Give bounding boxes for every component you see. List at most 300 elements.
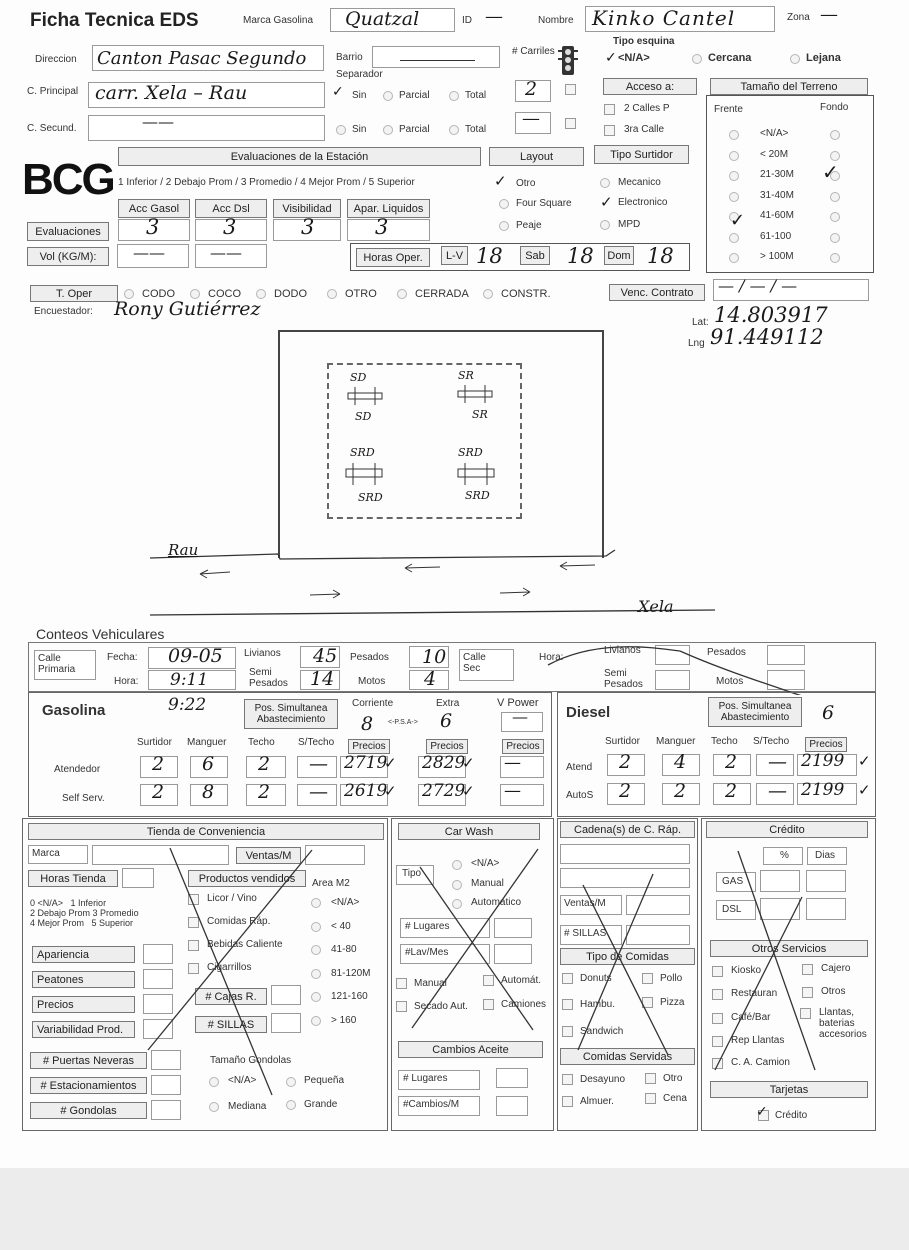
livianos-value: 45: [313, 645, 338, 667]
credito-chk-label: Crédito: [775, 1110, 808, 1121]
t-oper-button[interactable]: T. Oper: [30, 285, 118, 302]
motos-label: Motos: [358, 676, 386, 687]
lng-label: Lng: [688, 338, 705, 349]
gondola-mediana-radio[interactable]: [209, 1102, 219, 1112]
area-option: 81-120M: [331, 967, 371, 979]
diesel-cell: 2: [674, 780, 687, 802]
gasolina-cell: —: [504, 753, 521, 773]
gasolina-precio-header: Precios: [348, 739, 390, 754]
otro-comida-label: Otro: [663, 1073, 683, 1084]
vol-button[interactable]: Vol (KG/M):: [27, 247, 109, 266]
separador-label: Separador: [336, 69, 383, 80]
pizza-label: Pizza: [660, 997, 685, 1008]
layout-otro: Otro: [516, 178, 536, 189]
eval-col-value: 3: [375, 215, 389, 239]
carwash-automat-label: Automát.: [501, 975, 542, 986]
area-option: 121-160: [331, 991, 368, 1002]
diesel-cell: 2: [725, 751, 738, 773]
pump-island-3-icon: [343, 461, 385, 487]
island-1-top: SD: [350, 371, 367, 384]
eval-col-value: 3: [223, 215, 237, 239]
principal-value: carr. Xela – Rau: [95, 82, 248, 104]
carwash-header: Car Wash: [398, 823, 540, 840]
secundaria-value: ——: [142, 112, 174, 131]
tipo-esquina-label: Tipo esquina: [613, 36, 675, 47]
sin-radio-2[interactable]: [336, 125, 346, 135]
gasolina-cell: 8: [202, 781, 215, 803]
calle-sec-label: Calle Sec: [463, 652, 486, 674]
sab-value: 18: [567, 244, 594, 268]
gondolas-field[interactable]: [151, 1100, 181, 1120]
credito-header: Crédito: [706, 821, 868, 838]
gasolina-cell: —: [504, 781, 521, 801]
cadena-sillas-label: # SILLAS: [564, 928, 607, 939]
parcial-label-2: Parcial: [399, 124, 430, 135]
gasolina-col-header: Techo: [248, 737, 275, 748]
dos-calles-label: 2 Calles P: [624, 103, 670, 114]
gasolina-cell: 2729: [422, 781, 466, 801]
diesel-col-header: S/Techo: [753, 736, 790, 747]
lng-value: 91.449112: [710, 325, 824, 349]
t-oper-radio[interactable]: [327, 289, 337, 299]
dom-value: 18: [647, 244, 674, 268]
precio-check-mark: ✓: [384, 782, 397, 800]
calle-primaria-label: Calle Primaria: [38, 653, 76, 675]
horas-button[interactable]: Horas Oper.: [356, 248, 430, 267]
diesel-cell: 2: [619, 780, 632, 802]
road-sketch: [140, 540, 720, 630]
servicio-label: Rep Llantas: [731, 1035, 785, 1046]
vpower-value: —: [512, 707, 528, 726]
direccion-label: Direccion: [35, 54, 77, 65]
cambios-mes-field[interactable]: [496, 1096, 528, 1116]
evaluaciones-button[interactable]: Evaluaciones: [27, 222, 109, 241]
encuestador-value: Rony Gutiérrez: [114, 298, 261, 320]
gasolina-precio-header: Precios: [426, 739, 468, 754]
mecanico-radio[interactable]: [600, 178, 610, 188]
cercana-label: Cercana: [708, 52, 752, 64]
surtidor-electronico: Electronico: [618, 197, 668, 208]
tienda-crossout: [140, 840, 340, 1100]
direccion-value: Canton Pasac Segundo: [97, 48, 307, 69]
area-option: < 40: [331, 920, 351, 932]
pesados2-label: Pesados: [707, 647, 746, 658]
layout-otro-check: ✓: [494, 172, 507, 190]
carriles-label: # Carriles: [512, 46, 555, 57]
id-value: —: [485, 6, 503, 27]
gasolina-col-header: S/Techo: [298, 737, 335, 748]
carwash-tipo-label: Tipo: [402, 868, 422, 879]
venc-contrato-button[interactable]: Venc. Contrato: [609, 284, 705, 301]
autos-label: AutoS: [566, 790, 594, 801]
evaluaciones-header: Evaluaciones de la Estación: [118, 147, 481, 166]
atend-label: Atend: [566, 762, 593, 773]
fecha-label: Fecha:: [107, 652, 138, 663]
estacionamientos-label: # Estacionamientos: [30, 1077, 147, 1094]
principal-label: C. Principal: [27, 86, 79, 97]
street-rau: Rau: [168, 541, 199, 559]
tipo-comidas-header: Tipo de Comidas: [560, 948, 695, 965]
servicio-label: C. A. Camion: [731, 1057, 790, 1068]
area-option: 41-80: [331, 944, 357, 955]
vpower-label: V Power: [497, 697, 539, 709]
total-radio-1[interactable]: [449, 91, 459, 101]
tipo-esquina-check: ✓: [605, 50, 617, 66]
fondo-radio[interactable]: [830, 233, 840, 243]
diesel-cell: 4: [674, 751, 687, 773]
pesados-value: 10: [422, 646, 447, 668]
fecha-value: 09-05: [168, 645, 223, 667]
acceso-header: Acceso a:: [603, 78, 697, 95]
frente-radio[interactable]: [729, 192, 739, 202]
credito-crossout: [710, 845, 870, 1075]
diesel-cell: 2199: [801, 751, 845, 771]
gasolina-cell: 6: [202, 753, 215, 775]
terreno-option: < 20M: [760, 148, 789, 160]
terreno-option: 41-60M: [760, 210, 794, 221]
frente-check: ✓: [730, 210, 746, 231]
tipo-esquina-na[interactable]: <N/A>: [618, 52, 650, 64]
servicio-label: Kiosko: [731, 965, 762, 976]
gasolina-precio-header: Precios: [502, 739, 544, 754]
diesel-title: Diesel: [566, 704, 611, 721]
producto-label: Cigarrillos: [207, 962, 252, 973]
gondolas-label: # Gondolas: [30, 1102, 147, 1119]
diesel-pos-value: 6: [822, 702, 835, 724]
gasolina-cell: 2719: [344, 753, 388, 773]
extra-value: 6: [440, 710, 453, 732]
neveras-label: # Puertas Neveras: [30, 1052, 147, 1069]
electronico-check: ✓: [600, 193, 613, 211]
carwash-secado-checkbox[interactable]: [396, 1001, 407, 1012]
island-2-top: SR: [458, 369, 474, 382]
island-2-bottom: SR: [472, 408, 488, 421]
credito-dsl-label: DSL: [722, 904, 742, 915]
tercera-calle-label: 3ra Calle: [624, 124, 665, 135]
credito-dias-label: Dias: [815, 850, 836, 861]
gondola-grande-radio[interactable]: [286, 1100, 296, 1110]
dos-calles-checkbox[interactable]: [604, 104, 615, 115]
pump-island-2-icon: [455, 383, 495, 405]
carwash-crossout: [408, 845, 548, 1035]
lat-value: 14.803917: [714, 303, 828, 327]
atendedor-label: Atendedor: [54, 764, 101, 775]
almuerzo-label: Almuer.: [580, 1096, 614, 1107]
gasolina-pos-label: Pos. Simultanea Abastecimiento: [244, 699, 338, 729]
bcg-logo: BCG: [22, 155, 114, 204]
pesados-label: Pesados: [350, 652, 389, 663]
tienda-marca-label: Marca: [32, 848, 60, 859]
gasolina-cell: 2: [152, 781, 165, 803]
hora-label: Hora:: [114, 676, 139, 687]
marca-value: Quatzal: [345, 8, 420, 30]
horas-tienda-label: Horas Tienda: [28, 870, 118, 887]
productos-label: Productos vendidos: [188, 870, 306, 887]
sin-label-1: Sin: [352, 90, 367, 101]
livianos-label: Livianos: [244, 648, 281, 659]
precio-check-mark: ✓: [462, 754, 475, 772]
scan-margin: [0, 1168, 909, 1250]
principal-checkbox[interactable]: [565, 84, 576, 95]
eval-col-header: Visibilidad: [273, 199, 341, 218]
gondola-grande: Grande: [304, 1099, 338, 1110]
tienda-escala: 0 <N/A> 1 Inferior 2 Debajo Prom 3 Promedio 4 Mejor Prom 5 Superior: [30, 898, 139, 928]
eval-col-header: Acc Dsl: [195, 199, 267, 218]
dom-label: Dom: [604, 246, 634, 265]
carwash-lugares-label: # Lugares: [405, 921, 450, 932]
tienda-eval-label: Variabilidad Prod.: [32, 1021, 135, 1038]
t-oper-option: CERRADA: [415, 288, 469, 300]
tienda-sillas-label: # SILLAS: [195, 1016, 267, 1033]
barrio-field[interactable]: [372, 46, 500, 68]
fondo-radio[interactable]: [830, 192, 840, 202]
pump-island-4-icon: [455, 461, 497, 487]
layout-peaje: Peaje: [516, 220, 542, 231]
mpd-radio[interactable]: [600, 220, 610, 230]
vol-value-2: ——: [210, 243, 242, 262]
sandwich-label: Sandwich: [580, 1026, 624, 1037]
tienda-eval-label: Peatones: [32, 971, 135, 988]
comidas-servidas-header: Comidas Servidas: [560, 1048, 695, 1065]
otro-comida-checkbox[interactable]: [645, 1073, 656, 1084]
sin-check: ✓: [332, 84, 344, 100]
calle-sec-crossout: [540, 645, 810, 695]
gasolina-col-header: Surtidor: [137, 737, 173, 748]
precio-check-mark: ✓: [384, 754, 397, 772]
cambios-lugares-field[interactable]: [496, 1068, 528, 1088]
t-oper-option: OTRO: [345, 288, 377, 300]
secundaria-checkbox[interactable]: [565, 118, 576, 129]
tercera-calle-checkbox[interactable]: [604, 125, 615, 136]
frente-radio[interactable]: [729, 253, 739, 263]
area-label: Area M2: [312, 878, 350, 889]
carwash-secado-label: Secado Aut.: [414, 1001, 468, 1012]
secundaria-field[interactable]: [88, 115, 325, 141]
tienda-ventas-label: Ventas/M: [236, 847, 301, 864]
t-oper-option: CODO: [142, 288, 175, 300]
motos-value: 4: [424, 668, 437, 690]
producto-label: Licor / Vino: [207, 893, 257, 904]
diesel-precio-check: ✓: [858, 752, 871, 770]
cambios-mes-label: #Cambios/M: [403, 1099, 460, 1110]
parcial-radio-2[interactable]: [383, 125, 393, 135]
marca-label: Marca Gasolina: [243, 15, 314, 26]
gasolina-cell: 2619: [344, 781, 388, 801]
carwash-manual: Manual: [471, 878, 504, 889]
terreno-frame: [706, 95, 874, 273]
cadena-crossout: [568, 870, 688, 1060]
surtidor-mecanico: Mecanico: [618, 177, 661, 188]
eval-col-value: 3: [146, 215, 160, 239]
fondo-radio[interactable]: [830, 212, 840, 222]
fondo-radio[interactable]: [830, 253, 840, 263]
terreno-option: <N/A>: [760, 128, 789, 139]
terreno-option: 21-30M: [760, 169, 794, 180]
diesel-cell: —: [768, 780, 787, 802]
cena-checkbox[interactable]: [645, 1093, 656, 1104]
total-label-2: Total: [465, 124, 487, 135]
parcial-label-1: Parcial: [399, 90, 430, 101]
gasolina-cell: 2: [258, 753, 271, 775]
diesel-precio-header: Precios: [805, 737, 847, 752]
nombre-value: Kinko Cantel: [592, 6, 736, 30]
eval-col-field[interactable]: [347, 219, 430, 241]
traffic-light-icon: [557, 45, 579, 77]
gasolina-hora: 9:22: [168, 695, 207, 715]
servicio-label: Café/Bar: [731, 1012, 771, 1023]
nombre-label: Nombre: [538, 15, 574, 26]
livianos2-label: Livianos: [604, 645, 641, 656]
surtidor-mpd: MPD: [618, 219, 641, 230]
fondo-radio[interactable]: [830, 130, 840, 140]
servicio-label: Restauran: [731, 988, 778, 999]
tipo-surtidor-header: Tipo Surtidor: [594, 145, 689, 164]
frente-radio[interactable]: [729, 151, 739, 161]
servicio-label: Cajero: [821, 963, 851, 974]
diesel-cell: —: [768, 751, 787, 773]
terreno-option: 31-40M: [760, 189, 794, 201]
self-serv-label: Self Serv.: [62, 793, 105, 804]
carriles-secundaria-value: —: [522, 108, 540, 129]
diesel-col-header: Manguer: [656, 736, 696, 747]
sab-label: Sab: [520, 246, 550, 265]
t-oper-option: DODO: [274, 288, 307, 300]
motos2-label: Motos: [716, 676, 744, 687]
cena-label: Cena: [663, 1093, 687, 1104]
sin-label-2: Sin: [352, 124, 367, 135]
otros-servicios-header: Otros Servicios: [710, 940, 868, 957]
precio-check-mark: ✓: [462, 782, 475, 800]
diesel-cell: 2199: [801, 780, 845, 800]
producto-label: Bebidas Caliente: [207, 939, 283, 950]
island-3-bottom: SRD: [358, 491, 383, 504]
semi-pesados-label: Semi Pesados: [249, 667, 288, 689]
diesel-cell: 2: [725, 780, 738, 802]
secundaria-label: C. Secund.: [27, 123, 77, 134]
desayuno-checkbox[interactable]: [562, 1074, 573, 1085]
island-4-top: SRD: [458, 446, 483, 459]
corriente-label: Corriente: [352, 698, 394, 709]
psa-label: <-P.S.A->: [388, 719, 418, 726]
area-option: <N/A>: [331, 897, 360, 908]
cambios-aceite-header: Cambios Aceite: [398, 1041, 543, 1058]
conteos-title: Conteos Vehiculares: [36, 626, 165, 642]
four-square-radio[interactable]: [499, 199, 509, 209]
terreno-header: Tamaño del Terreno: [710, 78, 868, 95]
fondo-label: Fondo: [820, 102, 849, 113]
diesel-col-header: Techo: [711, 736, 738, 747]
total-label-1: Total: [465, 90, 487, 101]
terreno-option: > 100M: [760, 251, 794, 262]
tienda-eval-label: Precios: [32, 996, 135, 1013]
t-oper-radio[interactable]: [483, 289, 493, 299]
gasolina-cell: —: [309, 753, 328, 775]
island-1-bottom: SD: [355, 410, 372, 423]
cadena-header: Cadena(s) de C. Ráp.: [560, 821, 695, 838]
servicio-label: Otros: [821, 986, 846, 997]
tamano-gondolas-label: Tamaño Gondolas: [210, 1055, 292, 1066]
gasolina-title: Gasolina: [42, 702, 106, 719]
credito-check-mark: ✓: [756, 1104, 768, 1120]
desayuno-label: Desayuno: [580, 1074, 626, 1085]
semi-pesados-value: 14: [310, 668, 335, 690]
lv-value: 18: [476, 244, 503, 268]
carwash-auto: Automatico: [471, 897, 522, 908]
eval-col-value: 3: [301, 215, 315, 239]
diesel-precio-check: ✓: [858, 781, 871, 799]
hora2-label: Hora:: [539, 652, 564, 663]
credito-gas-label: GAS: [722, 876, 744, 887]
lv-label: L-V: [441, 246, 468, 265]
encuestador-label: Encuestador:: [34, 306, 93, 317]
cadena-ventas-label: Ventas/M: [564, 898, 606, 909]
gondola-pequena: Pequeña: [304, 1075, 345, 1086]
servicio-label: Llantas, baterias accesorios: [819, 1007, 867, 1040]
layout-header: Layout: [489, 147, 584, 166]
tarjetas-header: Tarjetas: [710, 1081, 868, 1098]
eval-col-header: Acc Gasol: [118, 199, 190, 218]
peaje-radio[interactable]: [499, 221, 509, 231]
gondola-na: <N/A>: [228, 1075, 257, 1086]
credito-pct-label: %: [780, 850, 789, 861]
venc-contrato-value: — / — / —: [718, 276, 798, 295]
cajas-label: # Cajas R.: [195, 988, 267, 1005]
lejana-label: Lejana: [806, 52, 841, 64]
parcial-radio-1[interactable]: [383, 91, 393, 101]
carwash-na: <N/A>: [471, 858, 500, 869]
total-radio-2[interactable]: [449, 125, 459, 135]
almuerzo-checkbox[interactable]: [562, 1096, 573, 1107]
terreno-option: 61-100: [760, 230, 792, 242]
street-xela: Xela: [638, 597, 674, 616]
barrio-label: Barrio: [336, 52, 363, 63]
zona-label: Zona: [787, 12, 810, 23]
donuts-label: Donuts: [580, 973, 612, 984]
barrio-line: [400, 60, 475, 61]
diesel-pos-label: Pos. Simultanea Abastecimiento: [708, 697, 802, 727]
tienda-eval-label: Apariencia: [32, 946, 135, 963]
gasolina-col-header: Manguer: [187, 737, 227, 748]
diesel-col-header: Surtidor: [605, 736, 641, 747]
lejana-radio[interactable]: [790, 54, 800, 64]
carriles-principal-value: 2: [525, 78, 538, 100]
carwash-manual-checkbox[interactable]: [396, 978, 407, 989]
diesel-cell: 2: [619, 751, 632, 773]
island-3-top: SRD: [350, 446, 375, 459]
carwash-camiones-label: Camiones: [501, 999, 547, 1010]
producto-label: Comidas Ráp.: [207, 916, 271, 927]
vol-value-1: ——: [133, 243, 165, 262]
frente-label: Frente: [714, 104, 743, 115]
island-4-bottom: SRD: [465, 489, 490, 502]
t-oper-radio[interactable]: [397, 289, 407, 299]
semi2-label: Semi Pesados: [604, 668, 643, 690]
lat-label: Lat:: [692, 317, 709, 328]
cercana-radio[interactable]: [692, 54, 702, 64]
fondo-check: ✓: [822, 160, 839, 184]
cadena-field-1[interactable]: [560, 844, 690, 864]
frente-radio[interactable]: [729, 130, 739, 140]
fondo-radio[interactable]: [830, 151, 840, 161]
frente-radio[interactable]: [729, 171, 739, 181]
gondola-mediana: Mediana: [228, 1101, 267, 1112]
layout-four-square: Four Square: [516, 198, 572, 209]
area-option: > 160: [331, 1014, 357, 1026]
gasolina-cell: —: [309, 781, 328, 803]
pollo-label: Pollo: [660, 973, 683, 984]
extra-label: Extra: [436, 698, 460, 709]
frente-radio[interactable]: [729, 233, 739, 243]
